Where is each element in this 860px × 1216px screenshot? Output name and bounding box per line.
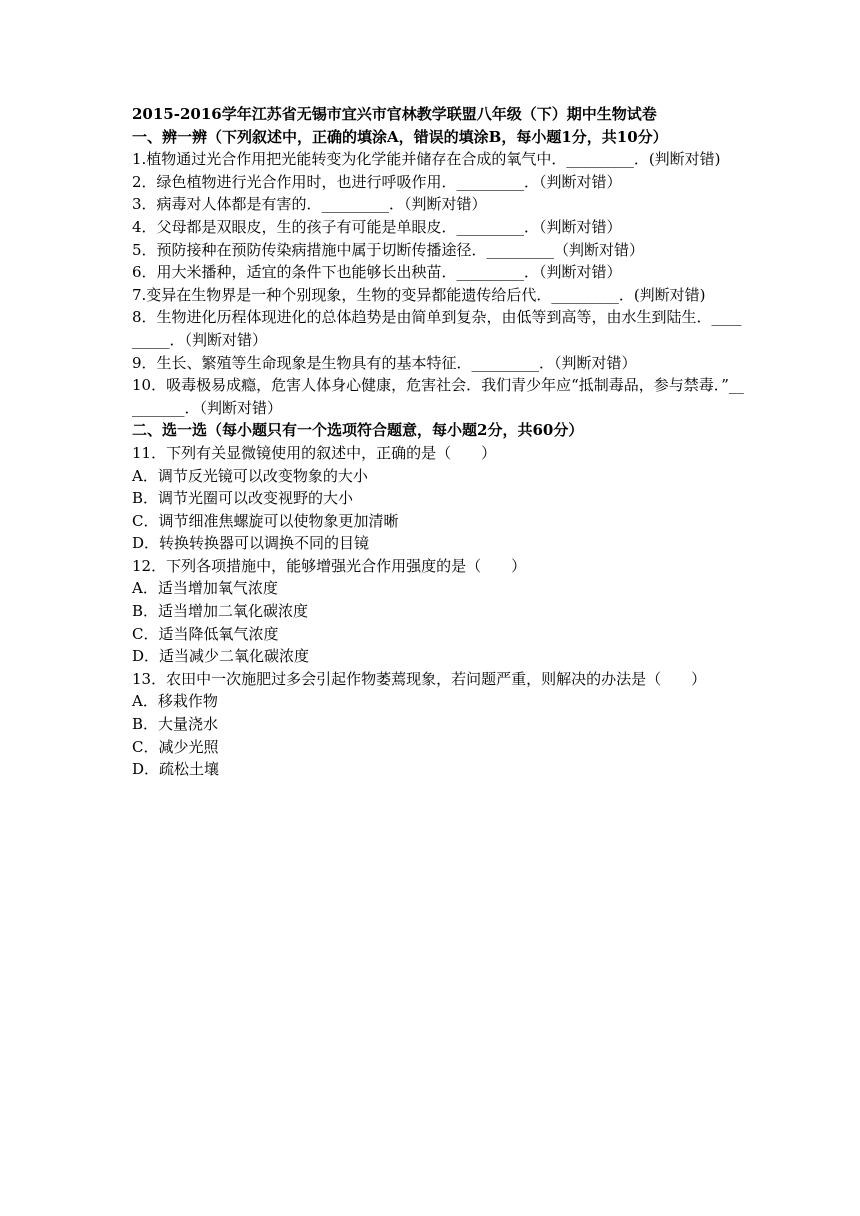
option-c: C．适当降低氧气浓度	[132, 624, 279, 643]
true-false-item-9: 9．生长、繁殖等生命现象是生物具有的基本特征．_________．（判断对错）	[132, 353, 637, 372]
option-b: B．调节光圈可以改变视野的大小	[132, 489, 354, 508]
question-stem: 11．下列有关显微镜使用的叙述中，正确的是（ ）	[132, 443, 497, 462]
option-d: D．疏松土壤	[132, 760, 220, 779]
option-a: A．移栽作物	[132, 692, 218, 711]
question-11	[132, 442, 744, 555]
true-false-item-10: 10．吸毒极易成瘾，危害人体身心健康，危害社会．我们青少年应“抵制毒品，参与禁毒．”_________．（判断对错）	[132, 376, 744, 417]
option-d: D．适当减少二氧化碳浓度	[132, 647, 310, 666]
true-false-item-6: 6．用大米播种，适宜的条件下也能够长出秧苗．_________．（判断对错）	[132, 263, 622, 282]
true-false-item-3: 3．病毒对人体都是有害的．_________．（判断对错）	[132, 195, 487, 214]
exam-page	[132, 103, 744, 781]
option-b: B．适当增加二氧化碳浓度	[132, 602, 309, 621]
section-2-heading: 二、选一选（每小题只有一个选项符合题意，每小题2分，共60分）	[132, 421, 584, 440]
option-c: C．调节细准焦螺旋可以使物象更加清晰	[132, 511, 399, 530]
option-b: B．大量浇水	[132, 715, 219, 734]
question-13	[132, 668, 744, 781]
question-12	[132, 555, 744, 668]
section-1-heading: 一、辨一辨（下列叙述中，正确的填涂A，错误的填涂B，每小题1分，共10分）	[132, 127, 668, 146]
true-false-item-5: 5．预防接种在预防传染病措施中属于切断传播途径．_________（判断对错）	[132, 240, 645, 259]
option-d: D．转换转换器可以调换不同的目镜	[132, 534, 370, 553]
question-stem: 13．农田中一次施肥过多会引起作物萎蔫现象，若问题严重，则解决的办法是（ ）	[132, 669, 707, 688]
true-false-item-4: 4．父母都是双眼皮，生的孩子有可能是单眼皮．_________．（判断对错）	[132, 217, 622, 236]
true-false-item-1: 1.植物通过光合作用把光能转变为化学能并储存在合成的氧气中．_________．(判断对错)	[132, 150, 721, 169]
option-c: C．减少光照	[132, 737, 219, 756]
exam-title: 2015-2016学年江苏省无锡市宜兴市官林教学联盟八年级（下）期中生物试卷	[132, 105, 657, 123]
option-a: A．调节反光镜可以改变物象的大小	[132, 466, 368, 485]
true-false-item-7: 7.变异在生物界是一种个别现象，生物的变异都能遗传给后代．_________．(判断对错)	[132, 285, 706, 304]
question-stem: 12．下列各项措施中，能够增强光合作用强度的是（ ）	[132, 556, 527, 575]
true-false-item-8: 8．生物进化历程体现进化的总体趋势是由简单到复杂，由低等到高等，由水生到陆生．_________．（判断对错）	[132, 308, 742, 349]
option-a: A．适当增加氧气浓度	[132, 579, 278, 598]
true-false-item-2: 2．绿色植物进行光合作用时，也进行呼吸作用．_________．（判断对错）	[132, 172, 622, 191]
